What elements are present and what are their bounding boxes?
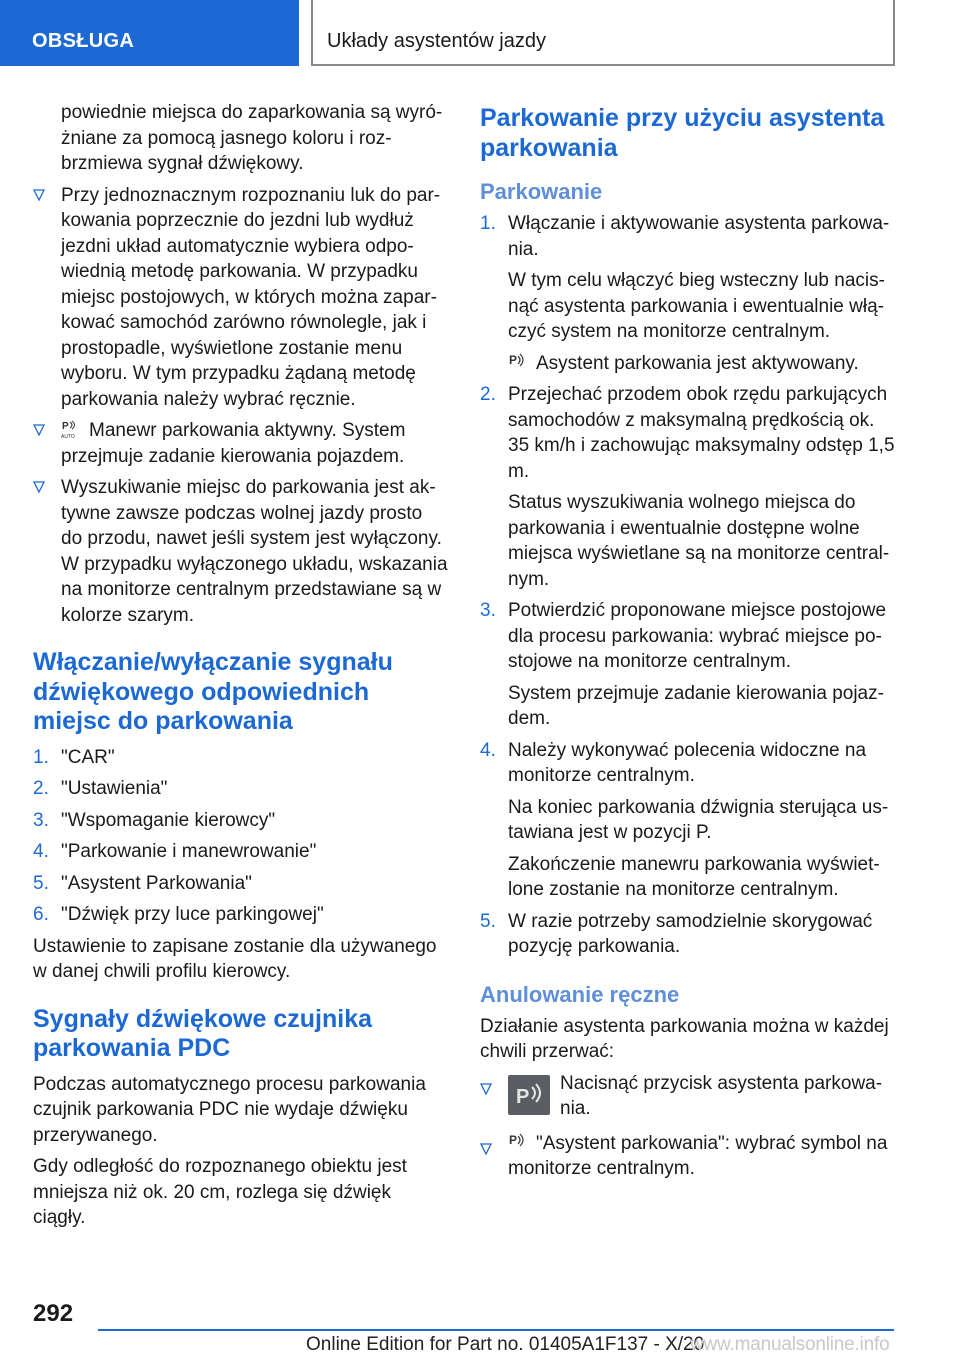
svg-text:AUTO: AUTO <box>61 434 75 439</box>
triangle-bullet-icon <box>33 481 45 493</box>
footer-edition: Online Edition for Part no. 01405A1F137 - X/20 <box>306 1334 705 1355</box>
step-number: 4. <box>480 739 496 761</box>
step-number: 1. <box>33 746 49 768</box>
paragraph-continued: powiednie miejsca do zaparkowania są wyró‐żniane za pomocą jasnego koloru i roz‐brzmiewa sygnał dźwiękowy. <box>61 102 443 174</box>
parking-assistant-icon <box>508 1132 526 1152</box>
step-number: 3. <box>480 600 496 621</box>
step-text: "Wspomaganie kierowcy" <box>61 809 276 831</box>
step-number: 1. <box>480 213 496 234</box>
cancel-option-text: Nacisnąć przycisk asystenta parkowa‐nia. <box>560 1072 883 1119</box>
paragraph-profile: Ustawienie to zapisane zostanie dla używanego w danej chwili profilu kierowcy. <box>33 935 437 982</box>
svg-text:P: P <box>509 352 518 367</box>
heading-parking-assistant: Parkowanie przy użyciu asystenta parkowania <box>480 104 885 162</box>
footer-watermark: www.manualsonline.info <box>690 1334 890 1355</box>
parking-auto-icon <box>61 419 79 439</box>
page-number: 292 <box>33 1300 74 1327</box>
step-text: "Parkowanie i manewrowanie" <box>61 841 317 862</box>
svg-text:P: P <box>516 1085 530 1108</box>
svg-text:P: P <box>509 1132 518 1147</box>
step-subtext: W tym celu włączyć bieg wsteczny lub nacis‐nąć asystenta parkowania i ewentualnie włą‐czyć system na monitorze centralnym. <box>508 270 885 342</box>
bullet-item <box>33 475 448 628</box>
chapter-title: Układy asystentów jazdy <box>327 30 546 52</box>
heading-cancel: Anulowanie ręczne <box>480 981 680 1007</box>
step-text: Włączanie i aktywowanie asystenta parkowa‐nia. <box>508 213 890 260</box>
triangle-bullet-icon <box>33 189 45 201</box>
settings-step <box>33 839 448 865</box>
step-subtext: System przejmuje zadanie kierowania pojaz‐dem. <box>508 682 884 729</box>
heading-sound-toggle: Włączanie/wyłączanie sygnału dźwiękowego odpowiednich miejsc do parkowania <box>33 648 393 735</box>
left-column <box>33 100 448 1237</box>
step-text: "Asystent Parkowania" <box>61 872 252 894</box>
step-text: W razie potrzeby samodzielnie skorygować pozycję parkowania. <box>508 910 873 957</box>
page-header <box>0 0 960 68</box>
step-number: 5. <box>480 910 496 932</box>
bullet-text: Przy jednoznacznym rozpoznaniu luk do par‐kowania poprzecznie do jezdni lub wydłuż jezdni układ automatycznie wybiera odpo‐wiednią metodę parkowania. W przypadku miejsc postojowych, w których można zapar‐kować samochód zarówno równolegle, jak i prostopadle, wyświetlone zostanie menu wyboru. W tym przypadku żądaną metodę parkowania należy wybrać ręcznie. <box>61 184 441 410</box>
step-icon-line: P Asystent parkowania jest aktywowany. <box>509 352 859 374</box>
bullet-item <box>33 418 448 469</box>
heading-parking: Parkowanie <box>480 179 603 204</box>
bullet-text: Manewr parkowania aktywny. System przejmuje zadanie kierowania pojazdem. <box>61 420 406 467</box>
section-title: OBSŁUGA <box>32 30 135 52</box>
step-number: 2. <box>33 778 49 799</box>
step-number: 6. <box>33 904 49 925</box>
step-item <box>480 738 898 903</box>
heading-pdc: Sygnały dźwiękowe czujnika parkowania PDC <box>33 1004 373 1062</box>
triangle-bullet-icon <box>480 1137 492 1149</box>
section-tab <box>0 0 299 66</box>
step-number: 3. <box>33 809 49 831</box>
step-item <box>480 909 898 960</box>
cancel-option <box>480 1071 898 1125</box>
step-subtext: Na koniec parkowania dźwignia sterująca us‐tawiana jest w pozycji P. <box>508 796 889 843</box>
settings-step <box>33 902 448 928</box>
footer-divider <box>98 1329 894 1331</box>
step-number: 2. <box>480 384 496 405</box>
step-text: "Ustawienia" <box>61 778 168 799</box>
paragraph-pdc-2: Gdy odległość do rozpoznanego obiektu jest mniejsza niż ok. 20 cm, rozlega się dźwięk ciągły. <box>33 1156 407 1228</box>
step-number: 5. <box>33 872 49 894</box>
svg-text:P: P <box>62 421 69 432</box>
settings-step <box>33 745 448 771</box>
settings-step <box>33 808 448 834</box>
step-text: Przejechać przodem obok rzędu parkujących samochodów z maksymalną prędkością ok. 35 km/h i zachowując maksymalny odstęp 1,5 m. <box>508 384 895 482</box>
cancel-option <box>480 1131 898 1182</box>
step-number: 4. <box>33 841 49 862</box>
step-text: Należy wykonywać polecenia widoczne na monitorze centralnym. <box>508 739 867 786</box>
step-item <box>480 598 898 732</box>
triangle-bullet-icon <box>480 1077 492 1089</box>
paragraph-cancel: Działanie asystenta parkowania można w każdej chwili przerwać: <box>480 1015 889 1062</box>
step-subtext: Status wyszukiwania wolnego miejsca do parkowania i ewentualnie dostępne wolne miejsca wyświetlane są na monitorze central‐nym. <box>508 492 890 590</box>
settings-steps-list <box>33 745 448 928</box>
bullet-text: Wyszukiwanie miejsc do parkowania jest ak‐tywne zawsze podczas wolnej jazdy prosto do przodu, nawet jeśli system jest wyłączony. W przypadku wyłączonego układu, wskazania na monitorze centralnym przedstawiane są w kolorze szarym. <box>61 477 448 626</box>
paragraph-pdc-1: Podczas automatycznego procesu parkowania czujnik parkowania PDC nie wydaje dźwięku przerywanego. <box>33 1073 426 1146</box>
right-column <box>480 100 898 1188</box>
step-text: Potwierdzić proponowane miejsce postojowe dla procesu parkowania: wybrać miejsce po‐stojowe na monitorze centralnym. <box>508 600 887 672</box>
cancel-option-text: "Asystent parkowania": wybrać symbol na monitorze centralnym. <box>508 1132 888 1179</box>
parking-button-icon <box>508 1075 550 1115</box>
step-text: "CAR" <box>61 746 115 768</box>
settings-step <box>33 776 448 802</box>
step-text: "Dźwięk przy luce parkingowej" <box>61 904 324 925</box>
bullet-item <box>33 183 448 413</box>
parking-assistant-icon <box>508 352 526 372</box>
triangle-bullet-icon <box>33 424 45 436</box>
step-subtext: Zakończenie manewru parkowania wyświet‐lone zostanie na monitorze centralnym. <box>508 853 880 900</box>
settings-step <box>33 871 448 897</box>
step-item <box>480 382 898 592</box>
chapter-tab <box>311 0 895 66</box>
step-item <box>480 211 898 376</box>
